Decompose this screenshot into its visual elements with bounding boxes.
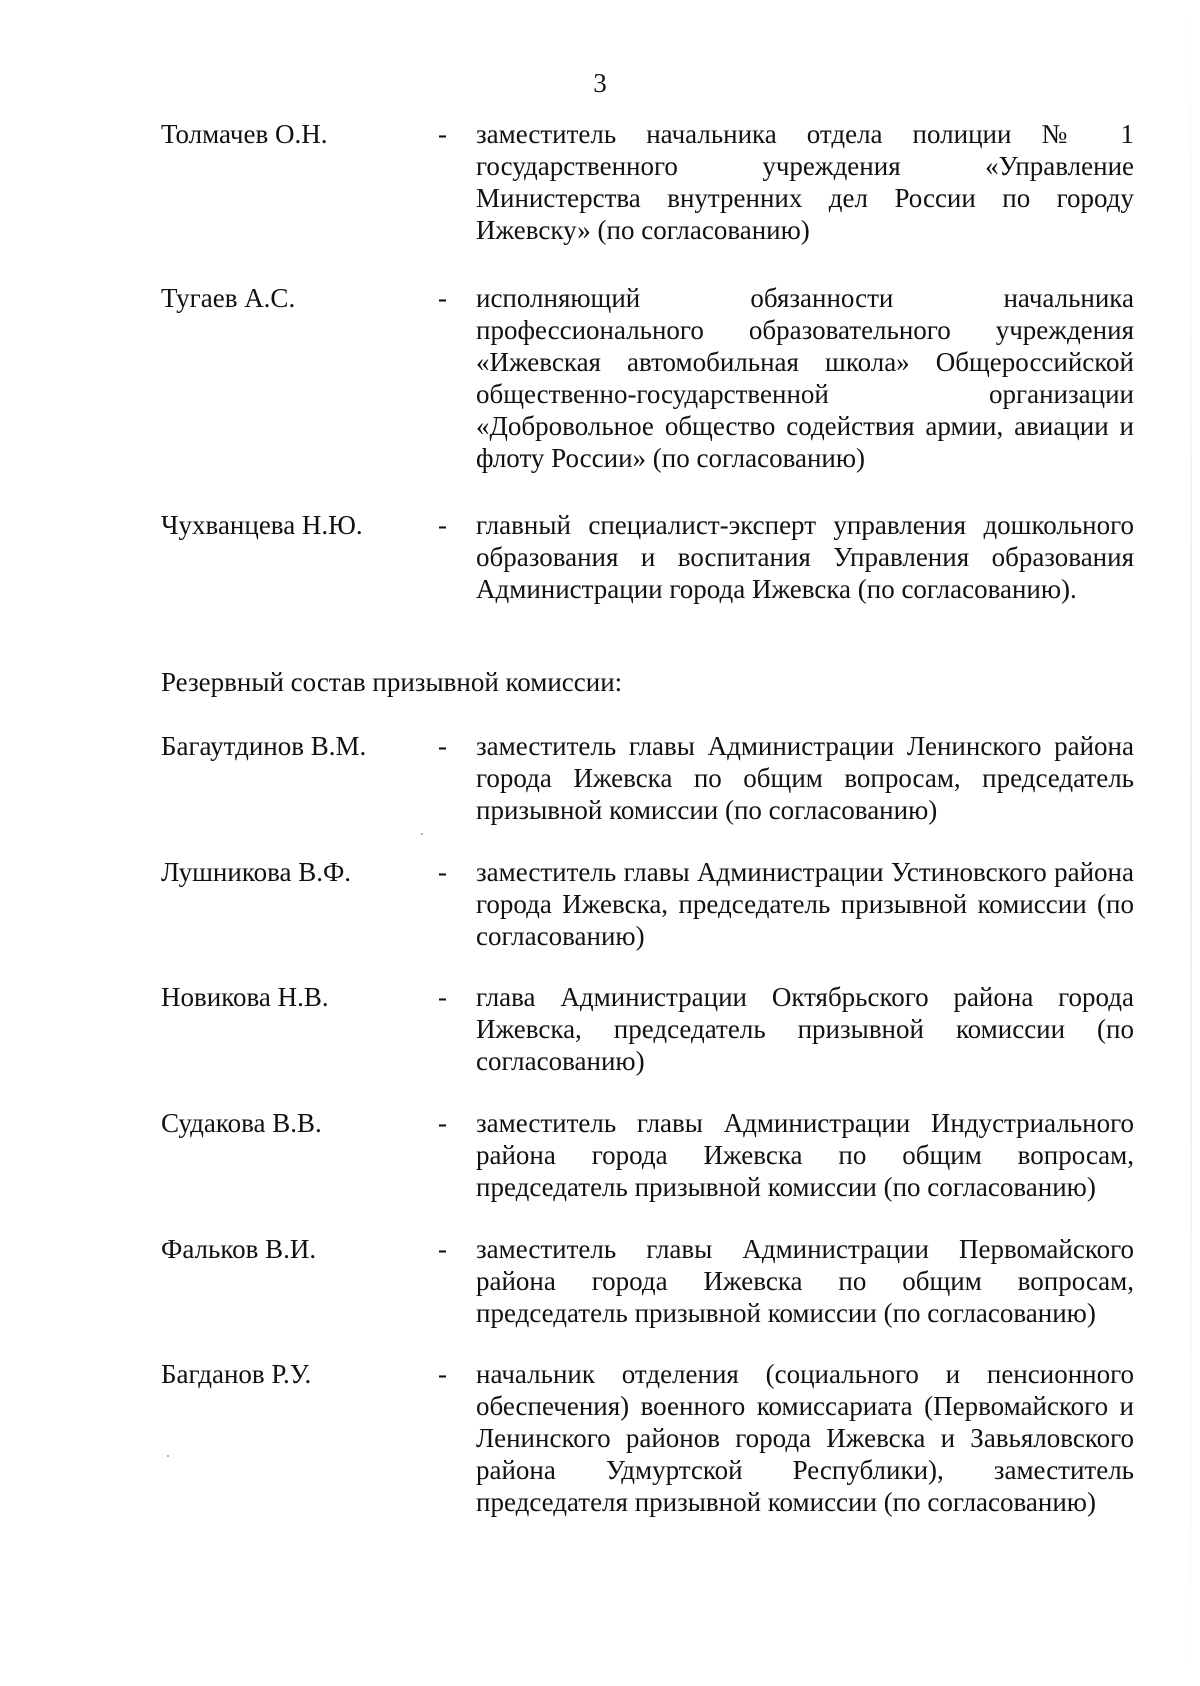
- person-role: главный специалист-эксперт управления дошкольного образования и воспитания Управления образования Администрации города Ижевска (по согласованию).: [476, 510, 1134, 604]
- person-name: Чухванцева Н.Ю.: [161, 510, 363, 540]
- person-name: Фальков В.И.: [161, 1234, 317, 1264]
- person-role: заместитель главы Администрации Устиновского района города Ижевска, председатель призывной комиссии (по согласованию): [476, 857, 1134, 951]
- person-name: Тугаев А.С.: [161, 283, 296, 313]
- person-name: Багаутдинов В.М.: [161, 731, 367, 761]
- dash-separator: -: [438, 1234, 447, 1264]
- person-role: исполняющий обязанности начальника профессионального образовательного учреждения «Ижевская автомобильная школа» Общероссийской общественно-государственной организации «Добровольное общество содействия армии, авиации и флоту России» (по согласованию): [476, 283, 1134, 473]
- person-name: Багданов Р.У.: [161, 1359, 312, 1389]
- person-name: Новикова Н.В.: [161, 982, 329, 1012]
- dash-separator: -: [438, 982, 447, 1012]
- person-name: Толмачев О.Н.: [161, 119, 328, 149]
- person-role: глава Администрации Октябрьского района города Ижевска, председатель призывной комиссии (по согласованию): [476, 982, 1134, 1076]
- scan-edge: [1190, 0, 1192, 1686]
- dash-separator: -: [438, 1108, 447, 1138]
- dash-separator: -: [438, 283, 447, 313]
- person-role: заместитель главы Администрации Индустриального района города Ижевска по общим вопросам, председатель призывной комиссии (по согласованию): [476, 1108, 1134, 1202]
- scan-speck: [421, 833, 423, 835]
- person-name: Лушникова В.Ф.: [161, 857, 352, 887]
- dash-separator: -: [438, 1359, 447, 1389]
- scan-speck: [167, 1455, 169, 1457]
- person-role: начальник отделения (социального и пенсионного обеспечения) военного комиссариата (Первомайского и Ленинского районов города Ижевска и Завьяловского района Удмуртской Республики), заместитель председателя призывной комиссии (по согласованию): [476, 1359, 1134, 1517]
- person-role: заместитель главы Администрации Ленинского района города Ижевска по общим вопросам, председатель призывной комиссии (по согласованию): [476, 731, 1134, 825]
- dash-separator: -: [438, 857, 447, 887]
- reserve-heading: Резервный состав призывной комиссии:: [161, 667, 623, 697]
- page-number: 3: [593, 68, 607, 98]
- dash-separator: -: [438, 119, 447, 149]
- person-role: заместитель начальника отдела полиции № 1 государственного учреждения «Управление Министерства внутренних дел России по городу Ижевску» (по согласованию): [476, 119, 1134, 245]
- dash-separator: -: [438, 731, 447, 761]
- person-role: заместитель главы Администрации Первомайского района города Ижевска по общим вопросам, председатель призывной комиссии (по согласованию): [476, 1234, 1134, 1328]
- person-name: Судакова В.В.: [161, 1108, 322, 1138]
- dash-separator: -: [438, 510, 447, 540]
